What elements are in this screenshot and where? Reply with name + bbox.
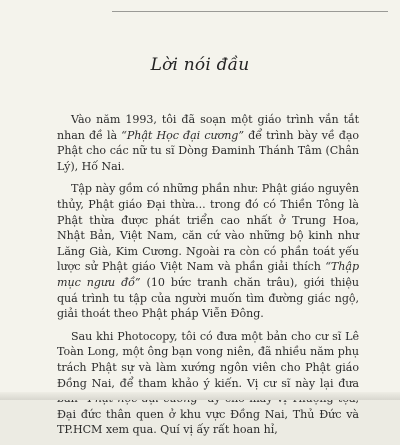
paragraph-2-text-end: (10 bức tranh chăn trâu), giới thiệu quá trình tu tập của người muốn tìm đường giác ngộ, giải thoát theo Phật pháp Viễn Đông. — [57, 275, 359, 321]
paragraph-3-text-end: Đại đức thân quen ở khu vực Đồng Nai, Thủ Đức và TP.HCM xem qua. Quí vị ấy rất hoan hỉ, — [57, 407, 359, 437]
paragraph-3 — [57, 329, 359, 438]
top-rule — [112, 11, 388, 12]
book-title-thap-muc-nguu-do: “Thập mục ngưu đồ” — [57, 260, 359, 289]
paragraph-1-text: Vào năm 1993, tôi đã soạn một giáo trình vắn tắt nhan đề là — [57, 113, 359, 142]
paragraph-1-text-end: để trình bày về đạo Phật cho các nữ tu sĩ Dòng Đaminh Thánh Tâm (Chân Lý), Hố Nai. — [57, 128, 360, 173]
page-bottom-edge — [0, 392, 400, 400]
page-title: Lời nói đầu — [150, 55, 250, 75]
paragraph-3-text: Sau khi Photocopy, tôi có đưa một bản cho cư sĩ Lê Toàn Long, một ông bạn vong niên, đã nhiều năm phụ trách Phật sự và làm xướng ngôn viên cho Phật giáo Đồng Nai, để tham khảo ý kiến. Vị cư sĩ này lại đưa — [57, 329, 359, 390]
paragraph-1 — [57, 112, 359, 174]
paragraph-2-text: Tập này gồm có những phần như: Phật giáo nguyên thủy, Phật giáo Đại thừa... trong đó có Thiền Tông là Phật thừa được phát triển cao nhất ở Trung Hoa, Nhật Bản, Việt Nam, căn cứ vào những bộ kinh như Lăng Già, Kim Cương. Ngoài ra còn có phần toát yếu lược sử Phật giáo Việt Nam và phần giải thích — [57, 182, 359, 274]
book-title-phat-hoc-dai-cuong: “Phật Học đại cương” — [121, 128, 244, 142]
paragraph-2 — [57, 181, 359, 321]
